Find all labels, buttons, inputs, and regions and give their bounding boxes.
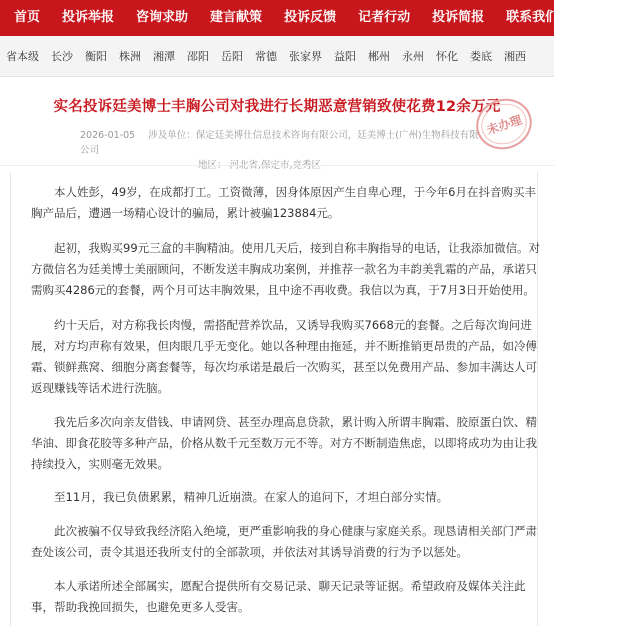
region-nav-item[interactable]: 湘潭 [153,50,175,63]
region-nav-item[interactable]: 岳阳 [221,50,243,63]
status-stamp-label: 未办理 [484,112,524,137]
region-nav-item[interactable]: 邵阳 [187,50,209,63]
top-nav-item-complaint[interactable]: 投诉举报 [62,10,115,25]
top-nav-item-contact[interactable]: 联系我们 [506,10,559,25]
article-meta [80,128,480,173]
article-paragraph: 本人承诺所述全部属实，愿配合提供所有交易记录、聊天记录等证据。希望政府及媒体关注此事，帮助我挽回损失，也避免更多人受害。 [31,579,526,614]
region-nav-item[interactable]: 常德 [255,50,277,63]
region-nav [0,36,554,77]
top-nav [0,0,607,36]
top-nav-item-brief[interactable]: 投诉简报 [432,10,485,25]
top-nav-item-home[interactable]: 首页 [14,10,41,25]
article-paragraph: 此次被骗不仅导致我经济陷入绝境，更严重影响我的身心健康与家庭关系。现恳请相关部门严肃查处该公司，责令其退还我所支付的全部款项，并依法对其诱导消费的行为予以惩处。 [31,524,537,559]
region-nav-item[interactable]: 娄底 [470,50,492,63]
article-paragraph: 起初，我购买99元三盒的丰胸精油。使用几天后，接到自称丰胸指导的电话，让我添加微信。对方微信名为廷美博士美丽顾问，不断发送丰胸成功案例，并推荐一款名为丰韵美乳霜的产品，承诺只需购买4286元的套餐，两个月可达丰胸效果，且中途不再收费。我信以为真，于7月3日开始使用。 [31,241,541,297]
region-nav-item[interactable]: 长沙 [51,50,73,63]
article-paragraph: 本人姓彭，49岁，在成都打工。工资微薄，因身体原因产生自卑心理，于今年6月在抖音购买丰胸产品后，遭遇一场精心设计的骗局，累计被骗123884元。 [31,185,536,220]
divider [0,165,554,166]
top-nav-item-suggest[interactable]: 建言献策 [210,10,263,25]
article-title: 实名投诉廷美博士丰胸公司对我进行长期恶意营销致使花费12余万元 [53,99,501,115]
top-nav-item-online[interactable]: 在线 [580,10,607,25]
article-paragraph: 约十天后，对方称我长肉慢，需搭配营养饮品，又诱导我购买7668元的套餐。之后每次询问进展，对方均声称有效果，但肉眼几乎无变化。她以各种理由拖延，并不断推销更昂贵的产品，如冷傅霜、锁鲜燕窝、细胞分离套餐等，每次均承诺是最后一次购买，甚至以免费用产品、参加丰满达人可返现赚钱等话术进行洗脑。 [31,318,537,395]
region-nav-item[interactable]: 怀化 [436,50,458,63]
top-nav-item-reporter[interactable]: 记者行动 [358,10,411,25]
involved-unit: 涉及单位：保定廷美博仕信息技术咨询有限公司，廷美博士(广州)生物科技有限公司 [80,130,479,156]
region-nav-item[interactable]: 株洲 [119,50,141,63]
region-nav-item[interactable]: 郴州 [368,50,390,63]
region-nav-item[interactable]: 省本级 [6,50,39,63]
region-nav-item[interactable]: 永州 [402,50,424,63]
region-nav-item[interactable]: 衡阳 [85,50,107,63]
region-nav-item[interactable]: 益阳 [334,50,356,63]
article-paragraph: 至11月，我已负债累累，精神几近崩溃。在家人的追问下，才坦白部分实情。 [54,490,449,504]
region-nav-item[interactable]: 湘西 [504,50,526,63]
region-nav-item[interactable]: 张家界 [289,50,322,63]
top-nav-item-consult[interactable]: 咨询求助 [136,10,189,25]
article-body [10,172,541,626]
article-date: 2026-01-05 [80,130,136,141]
top-nav-item-feedback[interactable]: 投诉反馈 [284,10,337,25]
article-paragraph: 我先后多次向亲友借钱、申请网贷、甚至办理高息贷款，累计购入所谓丰胸霜、胶原蛋白饮、精华油、即食花胶等多种产品，价格从数千元至数万元不等。对方不断制造焦虑，以即将成功为由让我持续投入，实则毫无效果。 [31,415,537,471]
